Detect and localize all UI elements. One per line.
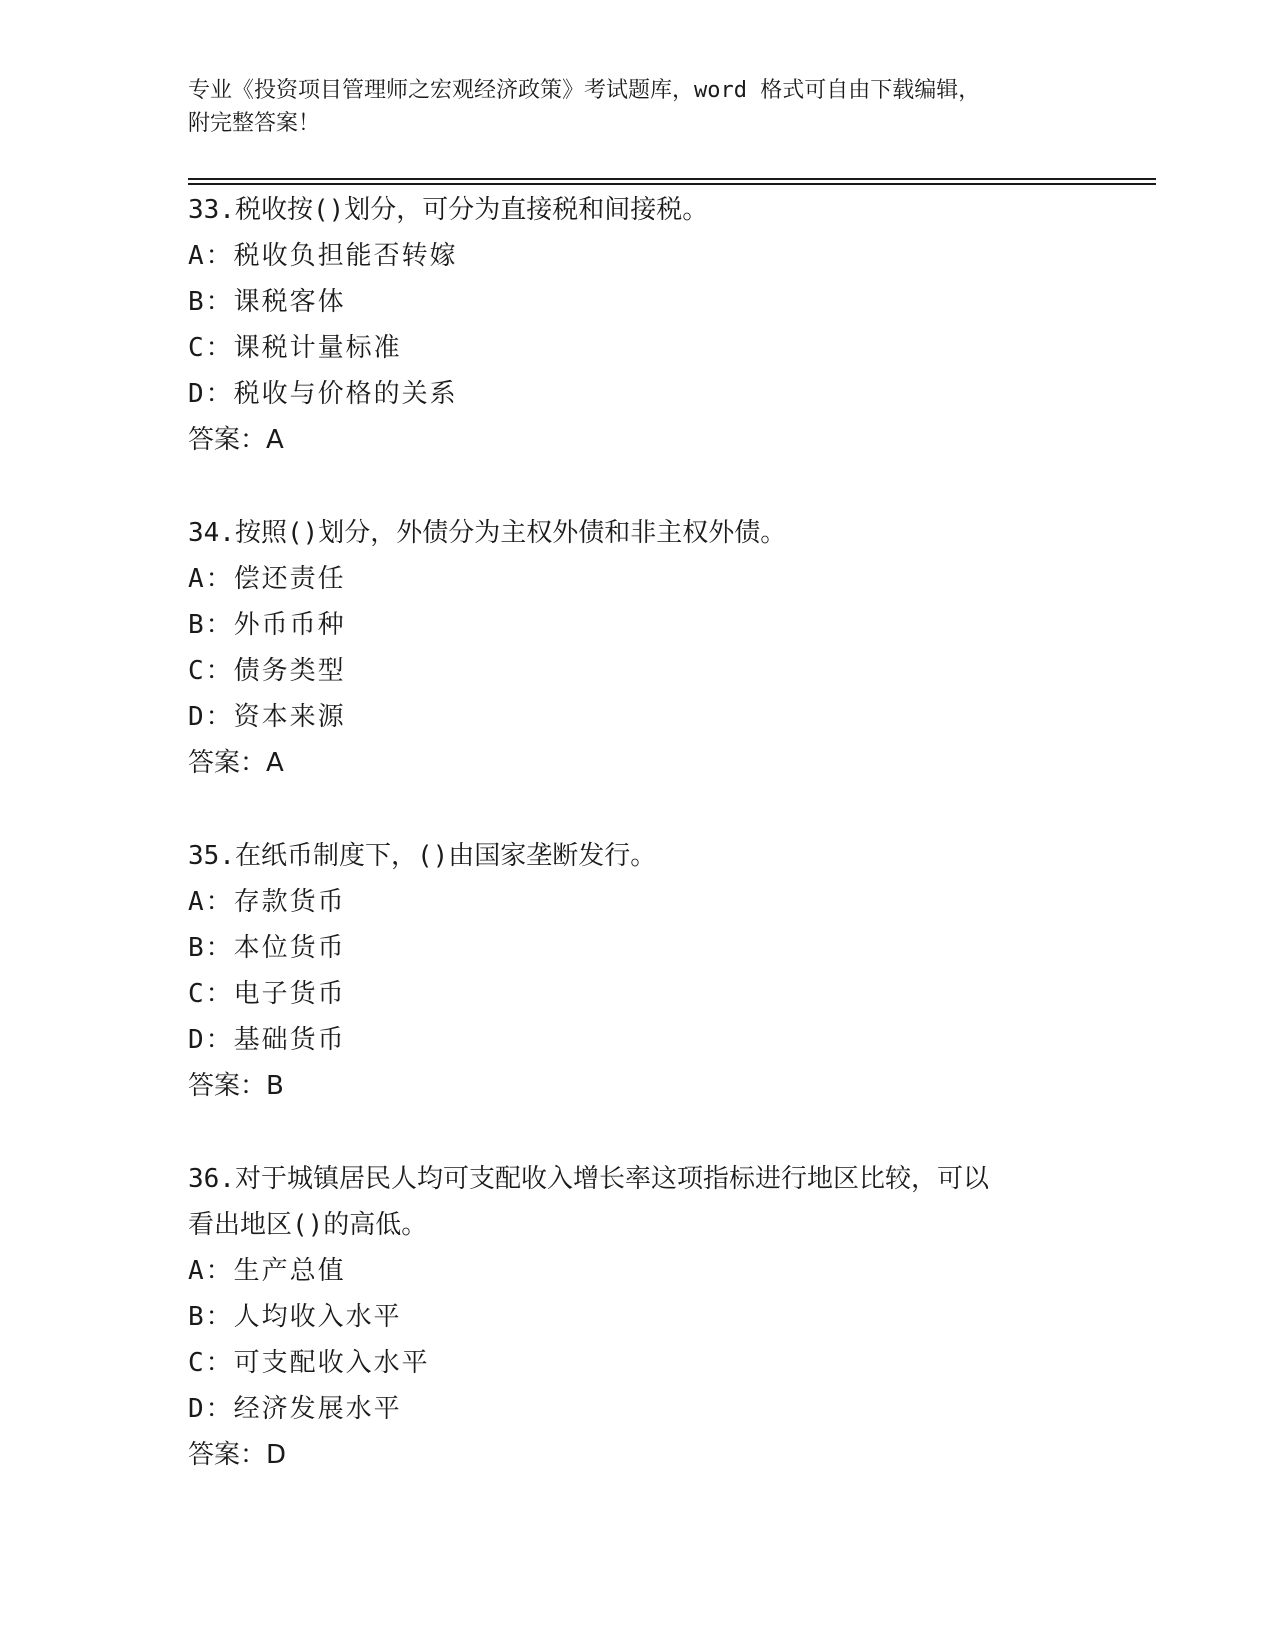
- option-a: A：生产总值: [188, 1256, 346, 1286]
- question-stem: 36.对于城镇居民人均可支配收入增长率这项指标进行地区比较，可以: [188, 1164, 989, 1194]
- option-a: A：税收负担能否转嫁: [188, 241, 458, 271]
- option-a: A：存款货币: [188, 887, 346, 917]
- question-36: [188, 1156, 1088, 1478]
- option-b: B：外币币种: [188, 610, 346, 640]
- option-d: D：资本来源: [188, 702, 346, 732]
- header-divider-bottom: [188, 183, 1156, 185]
- option-b: B：人均收入水平: [188, 1302, 402, 1332]
- question-stem: 35.在纸币制度下，()由国家垄断发行。: [188, 841, 657, 871]
- header-line-2: 附完整答案！: [188, 111, 321, 136]
- option-b: B：本位货币: [188, 933, 346, 963]
- question-35: [188, 833, 1088, 1109]
- option-c: C：债务类型: [188, 656, 346, 686]
- option-c: C：电子货币: [188, 979, 346, 1009]
- answer-line: 答案：A: [188, 425, 284, 455]
- answer-line: 答案：A: [188, 748, 284, 778]
- question-stem: 34.按照()划分，外债分为主权外债和非主权外债。: [188, 518, 787, 548]
- answer-line: 答案：B: [188, 1071, 284, 1101]
- option-a: A：偿还责任: [188, 564, 346, 594]
- question-stem: 33.税收按()划分，可分为直接税和间接税。: [188, 195, 709, 225]
- answer-line: 答案：D: [188, 1440, 287, 1470]
- option-b: B：课税客体: [188, 287, 346, 317]
- document-header: [188, 74, 1088, 140]
- option-d: D：基础货币: [188, 1025, 346, 1055]
- question-34: [188, 510, 1088, 786]
- question-stem-continuation: 看出地区()的高低。: [188, 1210, 428, 1240]
- question-33: [188, 187, 1088, 463]
- option-d: D：税收与价格的关系: [188, 379, 458, 409]
- option-c: C：可支配收入水平: [188, 1348, 430, 1378]
- header-divider-top: [188, 178, 1156, 180]
- option-d: D：经济发展水平: [188, 1394, 402, 1424]
- header-line-1: 专业《投资项目管理师之宏观经济政策》考试题库，word 格式可自由下载编辑，: [188, 78, 981, 103]
- option-c: C：课税计量标准: [188, 333, 402, 363]
